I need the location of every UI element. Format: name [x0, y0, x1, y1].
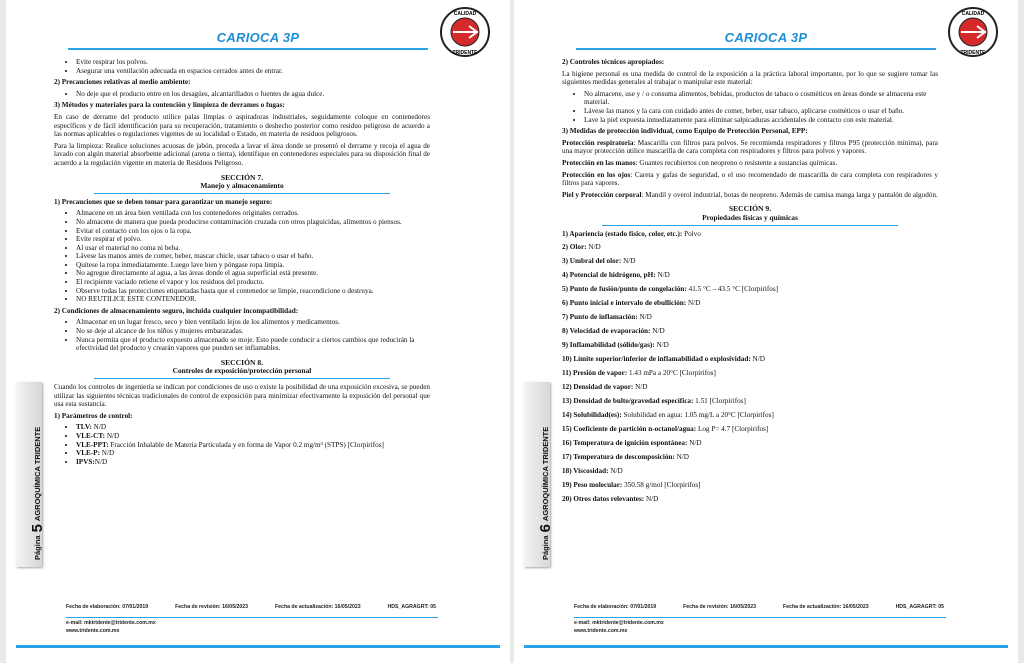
page-side-tab [16, 382, 46, 567]
page-number: 5 [29, 524, 46, 533]
list-item: • No agregue directamente al agua, a las áreas donde el agua superficial está presente. [76, 269, 430, 278]
footer-website[interactable]: www.tridente.com.mx [66, 627, 120, 634]
side-page-label [29, 375, 46, 560]
brand-label: AGROQUÍMICA TRIDENTE [33, 426, 42, 522]
section-heading: SECCIÓN 7. [220, 172, 264, 182]
subsection-heading: 3) Medidas de protección individual, como Equipo de Protección Personal, EPP: [562, 127, 808, 136]
page-5 [6, 0, 510, 663]
section-divider [602, 225, 898, 226]
subsection-heading: 3) Métodos y materiales para la contención y limpieza de derrames o fugas: [54, 101, 285, 110]
property-key: 9) Inflamabilidad (sólido/gas): [562, 341, 655, 350]
parameter-key: TLV: [76, 423, 92, 432]
property-key: 14) Solubilidad(es): [562, 411, 622, 420]
property-key: 7) Punto de inflamación: [562, 313, 638, 322]
property-value: N/D [586, 243, 601, 252]
paragraph: Cuando los controles de ingeniería se indican por condiciones de uso o existe la posibilidad de una exposición excesiva, se pueden utilizar las siguientes técnicas tradicionales de control de exposición para minimizar efectivamente la exposición del personal que usa esta sustancia. [54, 383, 430, 409]
list-item: • Nunca permita que el producto expuesto almacenado se moje. Esto puede conducir a ciertos cambios que reducirán la efectividad del producto y crearán vapores que pueden ser inflamables. [76, 336, 430, 353]
property-item [562, 425, 938, 434]
property-key: 8) Velocidad de evaporación: [562, 327, 651, 336]
list-item: • Almacene en un área bien ventilada con los contenedores originales cerrados. [76, 209, 430, 218]
property-value: N/D [608, 467, 623, 476]
property-value: N/D [674, 453, 689, 462]
property-value: N/D [687, 439, 702, 448]
svg-text:TRIDENTE: TRIDENTE [960, 50, 986, 56]
calidad-tridente-logo-icon [947, 6, 999, 58]
paragraph [562, 139, 938, 156]
paragraph [562, 191, 938, 200]
parameter-item [76, 449, 430, 458]
paragraph [562, 171, 938, 188]
footer-website[interactable]: www.tridente.com.mx [574, 627, 628, 634]
list-item: • El recipiente vaciado retiene el vapor y los residuos del producto. [76, 278, 430, 287]
page-prefix: Página [33, 535, 42, 560]
property-key: 18) Viscosidad: [562, 467, 609, 476]
ppe-value: : Guantes recubiertos con neopreno o resistente a sustancias químicas. [635, 158, 838, 167]
property-item [562, 355, 938, 364]
list-item: • Evitar el contacto con los ojos o la ropa. [76, 227, 430, 236]
property-item [562, 383, 938, 392]
property-item [562, 313, 938, 322]
property-item [562, 439, 938, 448]
list-item: • Lávese las manos y la cara con cuidado antes de comer, beber, usar tabaco, aplicarse cosméticos o usar el baño. [584, 107, 938, 116]
footer-divider [66, 617, 438, 618]
property-value: Polvo [682, 229, 701, 238]
footer-email[interactable]: e-mail: mktridente@tridente.com.mx [66, 620, 156, 626]
subsection-heading: 1) Parámetros de control: [54, 411, 133, 420]
list-item: • No se deje al alcance de los niños y mujeres embarazadas. [76, 327, 430, 336]
calidad-tridente-logo-icon [439, 6, 491, 58]
page-prefix: Página [541, 535, 550, 560]
property-item [562, 495, 938, 504]
property-key: 16) Temperatura de ignición espontánea: [562, 439, 688, 448]
page-6 [514, 0, 1018, 663]
list-item: • Al usar el material no coma ni beba. [76, 244, 430, 253]
property-item [562, 411, 938, 420]
list-item: • NO REUTILICE ESTE CONTENEDOR. [76, 295, 430, 304]
property-value: N/D [644, 495, 659, 504]
section-subtitle: Manejo y almacenamiento [200, 181, 284, 191]
property-item [562, 341, 938, 350]
parameter-item [76, 458, 430, 467]
list-item: • Almacenar en un lugar fresco, seco y bien ventilado lejos de los alimentos y medicamentos. [76, 318, 430, 327]
footer-update-date: Fecha de actualización: 16/05/2023 [275, 604, 361, 610]
list-item: • Lávese las manos antes de comer, beber, mascar chicle, usar tabaco o usar el baño. [76, 252, 430, 261]
property-value: 1.51 [Clorpirifos] [693, 397, 746, 406]
section-divider [94, 378, 390, 379]
property-item [562, 257, 938, 266]
parameter-item [76, 432, 430, 441]
parameter-key: VLE-CT: [76, 431, 106, 440]
parameter-item [76, 423, 430, 432]
property-value: N/D [686, 299, 701, 308]
property-item [562, 230, 938, 239]
property-value: N/D [637, 313, 652, 322]
svg-text:CALIDAD: CALIDAD [961, 11, 985, 17]
ppe-key: Protección en los ojos [562, 170, 631, 179]
bullet-list [54, 58, 430, 75]
list-item: • Lave la piel expuesta inmediatamente para eliminar salpicaduras accidentales de contacto con este material. [584, 116, 938, 125]
ppe-value: : Mascarilla con filtros para polvos. Se recomienda respiradores y filtros P95 (protección mínima), para una mayor protección utilice mascarilla de cara completa con respiradores y filtros para polvos y vapores. [562, 138, 938, 156]
footer-contact [66, 620, 156, 635]
property-key: 11) Presión de vapor: [562, 369, 628, 378]
property-value: N/D [655, 271, 670, 280]
subsection-heading: 2) Condiciones de almacenamiento seguro, incluida cualquier incompatibilidad: [54, 306, 299, 315]
parameter-value: Fracción Inhalable de Materia Particulada y en forma de Vapor 0.2 mg/m³ (STPS) [Clorpirifos] [108, 440, 384, 449]
section-heading: SECCIÓN 8. [220, 357, 264, 367]
ppe-key: Piel y Protección corporal [562, 190, 642, 199]
property-value: 41.5 °C – 43.5 °C [Clorpirifos] [686, 285, 779, 294]
list-item: • Observe todas las protecciones etiquetadas hasta que el contenedor se limpie, reacondicione o destruya. [76, 287, 430, 296]
footer-update-date: Fecha de actualización: 16/05/2023 [783, 604, 869, 610]
property-item [562, 299, 938, 308]
property-key: 12) Densidad de vapor: [562, 383, 634, 392]
footer-code: HDS_AGRAGRT: 05 [387, 604, 436, 610]
title-divider [68, 48, 428, 50]
subsection-heading: 2) Controles técnicos apropiados: [562, 58, 665, 66]
parameter-value: N/D [91, 423, 107, 432]
property-item [562, 397, 938, 406]
property-key: 10) Límite superior/inferior de inflamabilidad o explosividad: [562, 355, 751, 364]
property-value: N/D [633, 383, 648, 392]
property-item [562, 271, 938, 280]
property-item [562, 285, 938, 294]
parameter-list [54, 423, 430, 466]
list-item: • No deje que el producto entre en los desagües, alcantarillados o fuentes de agua dulce. [76, 90, 430, 99]
property-key: 5) Punto de fusión/punto de congelación: [562, 285, 687, 294]
paragraph: La higiene personal es una medida de control de la exposición a la práctica laboral importante, por lo que se sugiere tomar las siguientes medidas generales al trabajar o manipular este material: [562, 69, 938, 87]
property-value: Solubilidad en agua: 1.05 mg/L a 20°C [Clorpirifos] [621, 411, 774, 420]
page-content [562, 58, 938, 509]
list-item: • Asegurar una ventilación adecuada en espacios cerrados antes de entrar. [76, 67, 430, 76]
section-heading: SECCIÓN 9. [728, 204, 772, 214]
property-key: 1) Apariencia (estado físico, color, etc.): [562, 229, 683, 238]
list-item: • Evite respirar los polvos. [76, 58, 430, 67]
property-key: 3) Umbral del olor: [562, 257, 622, 266]
title-divider [576, 48, 936, 50]
list-item: • No almacene de manera que pueda producirse contaminación cruzada con otros plaguicidas, alimentos o piensos. [76, 218, 430, 227]
property-value: N/D [650, 327, 665, 336]
side-page-label [537, 375, 554, 560]
ppe-value: : Careta y gafas de seguridad, o el uso recomendado de mascarilla de cara completa con respiradores y filtros para vapores. [562, 170, 938, 188]
bottom-divider [16, 645, 500, 648]
svg-text:CALIDAD: CALIDAD [453, 11, 477, 17]
property-key: 20) Otros datos relevantes: [562, 495, 645, 504]
footer-email[interactable]: e-mail: mktridente@tridente.com.mx [574, 620, 664, 626]
footer-elaboration-date: Fecha de elaboración: 07/01/2019 [574, 604, 657, 610]
parameter-value: N/D [99, 449, 115, 458]
footer [574, 604, 944, 610]
footer-elaboration-date: Fecha de elaboración: 07/01/2019 [66, 604, 149, 610]
property-key: 6) Punto inicial e intervalo de ebullición: [562, 299, 687, 308]
property-item [562, 467, 938, 476]
paragraph: Para la limpieza: Realice soluciones acuosas de jabón, proceda a lavar el área donde se presentó el derrame y recoja el agua de lavado con algún material absorbente adicional (arena o tierra), identifique en contenedores especiales para su disposición final de acuerdo a la regulación vigente en materia de Residuos Peligroso. [54, 141, 430, 167]
property-item [562, 243, 938, 252]
bullet-list [54, 90, 430, 99]
property-value: N/D [621, 257, 636, 266]
property-value: Log P= 4.7 [Clorpirifos] [696, 425, 769, 434]
parameter-value: N/D [94, 457, 108, 466]
list-item: • No almacene, use y / o consuma alimentos, bebidas, productos de tabaco o cosméticos en áreas donde se almacena este material. [584, 90, 938, 107]
document-title: CARIOCA 3P [724, 30, 808, 45]
property-item [562, 327, 938, 336]
parameter-key: VLE-P: [76, 449, 100, 458]
parameter-key: IPVS: [76, 457, 95, 466]
paragraph: En caso de derrame del producto utilice palas limpias o aspiradoras industriales, seguidamente coloque en contenedores específicos y de fácil identificación para su recuperación, tratamiento o deshecho posterior como residuo peligroso de acuerdo a las normas aplicables o regulaciones vigentes de su localidad o Estado, en materia de residuos peligrosos. [54, 112, 430, 139]
ppe-value: : Mandil y overol industrial, botas de neopreno. Además de camisa manga larga y pantalón de algodón. [641, 190, 938, 199]
svg-text:TRIDENTE: TRIDENTE [452, 50, 478, 56]
property-value: N/D [750, 355, 765, 364]
footer-revision-date: Fecha de revisión: 16/05/2023 [175, 604, 249, 610]
bullet-list [54, 209, 430, 304]
subsection-heading: 2) Precauciones relativas al medio ambiente: [54, 78, 191, 87]
paragraph [562, 159, 938, 168]
parameter-key: VLE-PPT: [76, 440, 109, 449]
parameter-value: N/D [105, 431, 120, 440]
footer-contact [574, 620, 664, 635]
section-subtitle: Propiedades físicas y químicas [702, 212, 798, 222]
footer-code: HDS_AGRAGRT: 05 [895, 604, 944, 610]
page-content [54, 58, 430, 469]
property-item [562, 453, 938, 462]
list-item: • Quítese la ropa inmediatamente. Luego lave bien y póngase ropa limpia. [76, 261, 430, 270]
property-value: 350.58 g/mol [Clorpirifos] [622, 481, 701, 490]
footer [66, 604, 436, 610]
subsection-heading: 1) Precauciones que se deben tomar para garantizar un manejo seguro: [54, 197, 273, 206]
page-side-tab [524, 382, 554, 567]
ppe-key: Protección en las manos [562, 158, 636, 167]
list-item: • Evite respirar el polvo. [76, 235, 430, 244]
ppe-key: Protección respiratoria [562, 138, 634, 147]
property-item [562, 481, 938, 490]
document-title: CARIOCA 3P [216, 30, 300, 45]
properties-list [562, 230, 938, 504]
property-key: 15) Coeficiente de partición n-octanol/agua: [562, 425, 697, 434]
parameter-item [76, 441, 430, 450]
bullet-list [54, 318, 430, 352]
bottom-divider [524, 645, 1008, 648]
footer-revision-date: Fecha de revisión: 16/05/2023 [683, 604, 757, 610]
property-key: 13) Densidad de bulto/gravedad específica: [562, 397, 694, 406]
section-subtitle: Controles de exposición/protección personal [172, 366, 312, 376]
brand-label: AGROQUÍMICA TRIDENTE [541, 426, 550, 522]
property-key: 4) Potencial de hidrógeno, pH: [562, 271, 656, 280]
section-divider [94, 193, 390, 194]
property-item [562, 369, 938, 378]
footer-divider [574, 617, 946, 618]
bullet-list [562, 90, 938, 124]
property-value: 1.43 mPa a 20°C [Clorpirifos] [627, 369, 716, 378]
property-key: 17) Temperatura de descomposición: [562, 453, 675, 462]
property-key: 2) Olor: [562, 243, 587, 252]
property-value: N/D [654, 341, 669, 350]
page-number: 6 [537, 524, 554, 533]
property-key: 19) Peso molecular: [562, 481, 623, 490]
